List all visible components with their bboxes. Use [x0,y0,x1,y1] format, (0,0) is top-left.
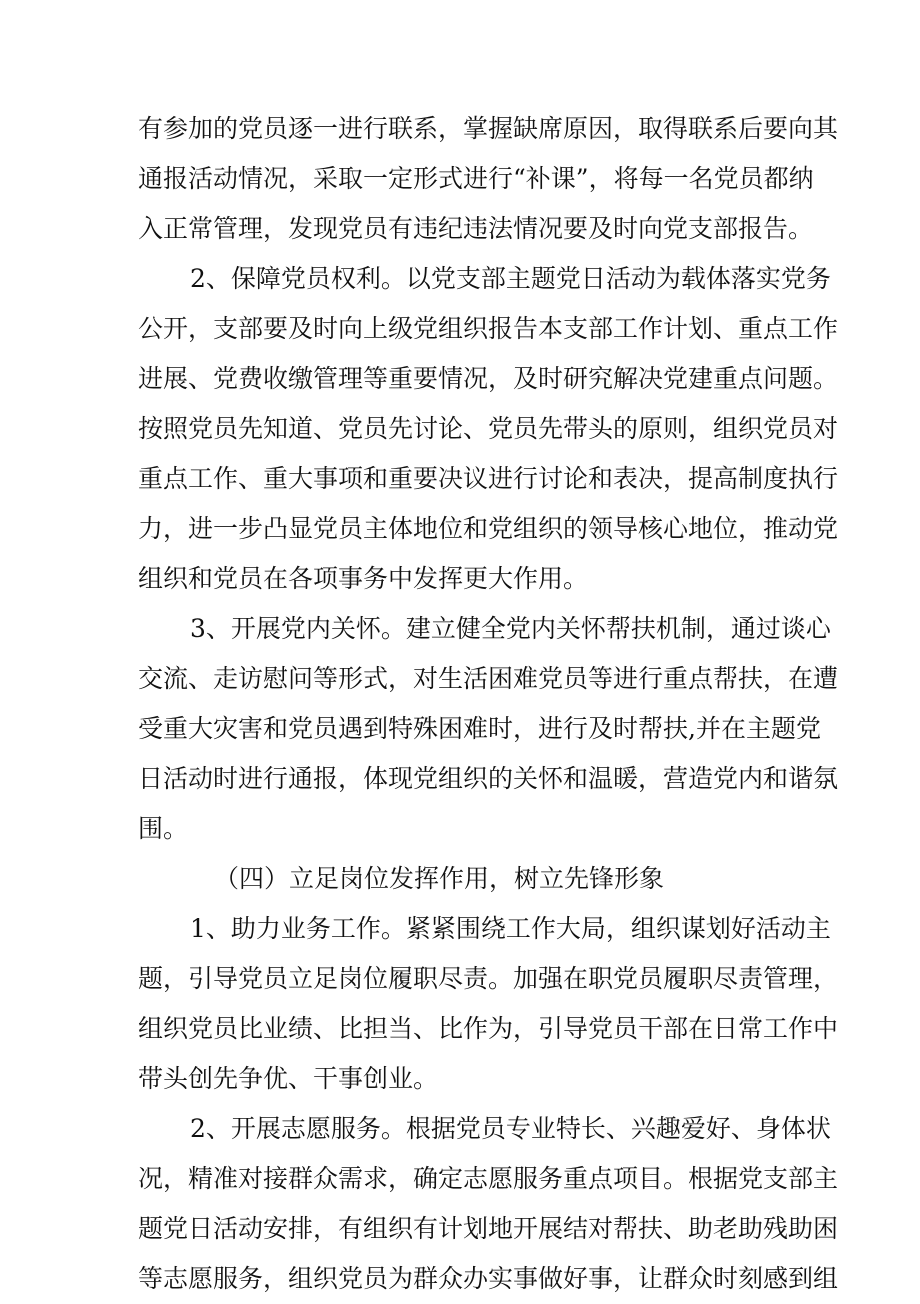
text-line: 通报活动情况，采取一定形式进行“补课”，将每一名党员都纳 [138,164,814,193]
text-line: 组织和党员在各项事务中发挥更大作用。 [138,564,589,593]
text-line: 带头创先争优、干事创业。 [138,1064,439,1093]
paragraph-start-line: 2、开展志愿服务。根据党员专业特长、兴趣爱好、身体状 [190,1114,831,1143]
text-line: 交流、走访慰问等形式，对生活困难党员等进行重点帮扶，在遭 [138,664,839,693]
text-line: 等志愿服务，组织党员为群众办实事做好事，让群众时刻感到组 [138,1264,839,1293]
text-line: 受重大灾害和党员遇到特殊困难时，进行及时帮扶,并在主题党 [138,714,821,743]
text-line: 围。 [138,814,189,843]
text-line: 题，引导党员立足岗位履职尽责。加强在职党员履职尽责管理， [138,964,839,993]
paragraph-start-line: 1、助力业务工作。紧紧围绕工作大局，组织谋划好活动主 [190,914,831,943]
text-line: 按照党员先知道、党员先讨论、党员先带头的原则，组织党员对 [138,414,839,443]
text-line: 力，进一步凸显党员主体地位和党组织的领导核心地位，推动党 [138,514,839,543]
text-line: 公开，支部要及时向上级党组织报告本支部工作计划、重点工作 [138,314,839,343]
text-line: 组织党员比业绩、比担当、比作为，引导党员干部在日常工作中 [138,1014,839,1043]
text-line: 重点工作、重大事项和重要决议进行讨论和表决，提高制度执行 [138,464,839,493]
text-line: 有参加的党员逐一进行联系，掌握缺席原因，取得联系后要向其 [138,114,839,143]
document-body [138,104,839,1304]
text-line: 日活动时进行通报，体现党组织的关怀和温暖，营造党内和谐氛 [138,764,839,793]
text-line: 题党日活动安排，有组织有计划地开展结对帮扶、助老助残助困 [138,1214,839,1243]
section-heading: （四）立足岗位发挥作用，树立先锋形象 [214,864,665,893]
text-line: 进展、党费收缴管理等重要情况，及时研究解决党建重点问题。 [138,364,839,393]
paragraph-start-line: 3、开展党内关怀。建立健全党内关怀帮扶机制，通过谈心 [190,614,831,643]
text-line: 入正常管理，发现党员有违纪违法情况要及时向党支部报告。 [138,214,814,243]
paragraph-start-line: 2、保障党员权利。以党支部主题党日活动为载体落实党务 [190,264,831,293]
text-line: 况，精准对接群众需求，确定志愿服务重点项目。根据党支部主 [138,1164,839,1193]
